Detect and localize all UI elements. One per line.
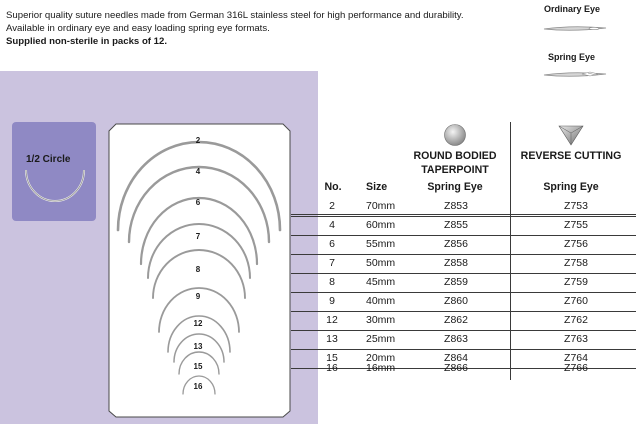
header-no: No. [324,181,342,193]
cell-reverse-cutting-code: Z758 [564,257,588,269]
table-row [291,293,636,312]
cell-no: 7 [329,257,335,269]
spring-eye-needle-icon [542,68,608,82]
cell-reverse-cutting-code: Z762 [564,314,588,326]
cell-round-bodied-code: Z859 [444,276,468,288]
cell-round-bodied-code: Z856 [444,238,468,250]
cell-round-bodied-code: Z863 [444,333,468,345]
cell-size: 30mm [366,314,396,326]
cell-reverse-cutting-code: Z766 [564,362,588,374]
cell-no: 15 [326,352,338,364]
half-circle-needle-icon [12,122,96,221]
needle-size-label: 15 [193,362,203,371]
cell-reverse-cutting-code: Z755 [564,219,588,231]
half-circle-badge [12,122,96,221]
table-row [291,217,636,236]
cell-size: 25mm [366,333,396,345]
column-divider [510,122,511,380]
cell-size: 55mm [366,238,396,250]
round-bodied-title: ROUND BODIED [413,150,497,162]
cell-size: 45mm [366,276,396,288]
needle-size-label: 8 [195,265,201,274]
table-row [291,360,636,379]
cell-size: 50mm [366,257,396,269]
cell-round-bodied-code: Z864 [444,352,468,364]
table-row [291,274,636,293]
needle-size-label: 4 [195,167,201,176]
needle-size-label: 12 [193,319,203,328]
cell-reverse-cutting-code: Z753 [564,200,588,212]
table-row [291,312,636,331]
table-row [291,198,636,217]
cell-size: 40mm [366,295,396,307]
cell-no: 4 [329,219,335,231]
reverse-cutting-needle-icon [557,123,585,147]
cell-size: 20mm [366,352,396,364]
reverse-cutting-title: REVERSE CUTTING [520,150,622,162]
table-row [291,255,636,274]
ordinary-eye-needle-icon [542,22,608,36]
cell-no: 2 [329,200,335,212]
cell-round-bodied-code: Z860 [444,295,468,307]
needle-size-label: 2 [195,136,201,145]
header-size: Size [366,181,388,193]
cell-reverse-cutting-code: Z759 [564,276,588,288]
header-round-bodied-eye: Spring Eye [427,181,483,193]
cell-no: 9 [329,295,335,307]
spring-eye-label: Spring Eye [548,52,596,62]
cell-no: 12 [326,314,338,326]
needle-size-label: 9 [195,292,201,301]
table-row [291,331,636,350]
half-circle-label: 1/2 Circle [26,154,71,165]
cell-round-bodied-code: Z855 [444,219,468,231]
cell-reverse-cutting-code: Z760 [564,295,588,307]
cell-round-bodied-code: Z862 [444,314,468,326]
needle-size-label: 13 [193,342,203,351]
cell-size: 60mm [366,219,396,231]
cell-no: 16 [326,362,338,374]
cell-no: 8 [329,276,335,288]
round-bodied-needle-icon [443,123,467,147]
cell-no: 6 [329,238,335,250]
needle-size-label: 6 [195,198,201,207]
needle-size-label: 7 [195,232,201,241]
cell-reverse-cutting-code: Z764 [564,352,588,364]
cell-round-bodied-code: Z866 [444,362,468,374]
cell-round-bodied-code: Z858 [444,257,468,269]
cell-size: 16mm [366,362,396,374]
intro-line-3: Supplied non-sterile in packs of 12. [6,36,167,47]
needle-arcs-card [108,122,291,418]
round-bodied-subtitle: TAPERPOINT [421,164,489,176]
ordinary-eye-label: Ordinary Eye [544,4,601,14]
table-row [291,236,636,255]
cell-reverse-cutting-code: Z756 [564,238,588,250]
intro-line-1: Superior quality suture needles made from German 316L stainless steel for high performance and durability. [6,10,464,21]
cell-size: 70mm [366,200,396,212]
intro-line-2: Available in ordinary eye and easy loading spring eye formats. [6,23,270,34]
cell-no: 13 [326,333,338,345]
needle-size-label: 16 [193,382,203,391]
cell-round-bodied-code: Z853 [444,200,468,212]
cell-reverse-cutting-code: Z763 [564,333,588,345]
intro-text [6,9,506,48]
header-reverse-cutting-eye: Spring Eye [543,181,599,193]
